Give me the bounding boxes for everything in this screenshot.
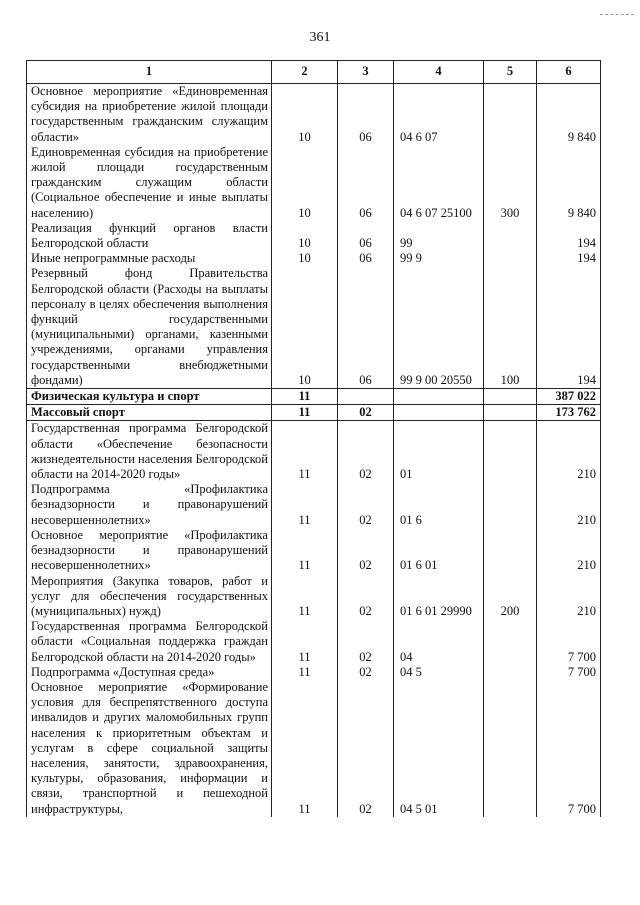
row-section: 10 bbox=[272, 251, 338, 266]
row-amount: 210 bbox=[537, 574, 601, 620]
row-amount: 194 bbox=[537, 251, 601, 266]
table-row bbox=[27, 221, 601, 251]
row-section: 11 bbox=[272, 680, 338, 817]
row-description: Массовый спорт bbox=[27, 405, 272, 421]
row-description: Подпрограмма «Доступная среда» bbox=[27, 665, 272, 680]
row-amount: 210 bbox=[537, 421, 601, 482]
row-expense-type bbox=[484, 405, 537, 421]
table-row bbox=[27, 665, 601, 680]
row-subsection: 06 bbox=[338, 145, 394, 221]
row-section: 11 bbox=[272, 665, 338, 680]
row-subsection: 02 bbox=[338, 680, 394, 817]
row-description: Иные непрограммные расходы bbox=[27, 251, 272, 266]
row-subsection: 02 bbox=[338, 574, 394, 620]
row-section: 10 bbox=[272, 221, 338, 251]
row-subsection: 02 bbox=[338, 665, 394, 680]
row-expense-type bbox=[484, 619, 537, 665]
row-amount: 194 bbox=[537, 266, 601, 388]
table-row bbox=[27, 266, 601, 388]
row-target-article: 99 bbox=[394, 221, 484, 251]
row-section: 11 bbox=[272, 405, 338, 421]
table-row bbox=[27, 421, 601, 482]
header-col-6: 6 bbox=[537, 61, 601, 84]
table-row bbox=[27, 619, 601, 665]
row-section: 10 bbox=[272, 266, 338, 388]
row-target-article bbox=[394, 405, 484, 421]
row-subsection: 02 bbox=[338, 619, 394, 665]
budget-table bbox=[26, 60, 601, 817]
row-section: 11 bbox=[272, 389, 338, 405]
row-target-article: 04 5 01 bbox=[394, 680, 484, 817]
row-target-article: 01 6 01 29990 bbox=[394, 574, 484, 620]
row-section: 10 bbox=[272, 145, 338, 221]
row-description: Физическая культура и спорт bbox=[27, 389, 272, 405]
row-expense-type bbox=[484, 389, 537, 405]
row-description: Государственная программа Белгородской области «Социальная поддержка граждан Белгородской области на 2014-2020 годы» bbox=[27, 619, 272, 665]
row-subsection: 06 bbox=[338, 221, 394, 251]
row-target-article: 01 bbox=[394, 421, 484, 482]
header-col-2: 2 bbox=[272, 61, 338, 84]
row-amount: 210 bbox=[537, 482, 601, 528]
row-expense-type bbox=[484, 221, 537, 251]
row-target-article: 04 bbox=[394, 619, 484, 665]
row-target-article: 04 5 bbox=[394, 665, 484, 680]
row-target-article: 99 9 bbox=[394, 251, 484, 266]
row-expense-type bbox=[484, 482, 537, 528]
header-row bbox=[27, 61, 601, 84]
row-amount: 173 762 bbox=[537, 405, 601, 421]
table-body bbox=[27, 84, 601, 817]
row-subsection: 06 bbox=[338, 84, 394, 145]
row-expense-type: 100 bbox=[484, 266, 537, 388]
row-section: 11 bbox=[272, 528, 338, 574]
row-subsection bbox=[338, 389, 394, 405]
row-amount: 7 700 bbox=[537, 665, 601, 680]
row-amount: 387 022 bbox=[537, 389, 601, 405]
page-number: 361 bbox=[309, 30, 331, 45]
row-amount: 9 840 bbox=[537, 84, 601, 145]
row-description: Резервный фонд Правительства Белгородской области (Расходы на выплаты персоналу в целях обеспечения выполнения функций государственными (муниципальными) органами, казенными учреждениями, органами управления государственными внебюджетными фондами) bbox=[27, 266, 272, 388]
row-amount: 194 bbox=[537, 221, 601, 251]
row-description: Реализация функций органов власти Белгородской области bbox=[27, 221, 272, 251]
row-expense-type bbox=[484, 665, 537, 680]
row-target-article bbox=[394, 389, 484, 405]
row-subsection: 02 bbox=[338, 482, 394, 528]
row-description: Основное мероприятие «Формирование условия для беспрепятственного доступа инвалидов и других маломобильных групп населения к приоритетным объектам и услугам в сфере социальной защиты населения, занятости, здравоохранения, культуры, образования, информации и связи, транспортной и пешеходной инфраструктуры, bbox=[27, 680, 272, 817]
row-target-article: 01 6 01 bbox=[394, 528, 484, 574]
row-subsection: 02 bbox=[338, 405, 394, 421]
row-section: 11 bbox=[272, 619, 338, 665]
row-expense-type: 300 bbox=[484, 145, 537, 221]
row-amount: 7 700 bbox=[537, 619, 601, 665]
table-row bbox=[27, 145, 601, 221]
row-expense-type: 200 bbox=[484, 574, 537, 620]
row-section: 10 bbox=[272, 84, 338, 145]
row-subsection: 02 bbox=[338, 528, 394, 574]
row-target-article: 04 6 07 25100 bbox=[394, 145, 484, 221]
header-col-1: 1 bbox=[27, 61, 272, 84]
row-amount: 210 bbox=[537, 528, 601, 574]
header-col-4: 4 bbox=[394, 61, 484, 84]
table-row bbox=[27, 482, 601, 528]
row-expense-type bbox=[484, 421, 537, 482]
row-subsection: 06 bbox=[338, 266, 394, 388]
row-expense-type bbox=[484, 84, 537, 145]
header-col-5: 5 bbox=[484, 61, 537, 84]
table-row bbox=[27, 528, 601, 574]
table-row bbox=[27, 389, 601, 405]
row-target-article: 01 6 bbox=[394, 482, 484, 528]
header-col-3: 3 bbox=[338, 61, 394, 84]
row-description: Подпрограмма «Профилактика безнадзорности и правонарушений несовершеннолетних» bbox=[27, 482, 272, 528]
row-expense-type bbox=[484, 680, 537, 817]
row-expense-type bbox=[484, 251, 537, 266]
row-description: Единовременная субсидия на приобретение жилой площади государственным гражданским служащим области (Социальное обеспечение и иные выплаты населению) bbox=[27, 145, 272, 221]
row-description: Основное мероприятие «Единовременная субсидия на приобретение жилой площади государственным гражданским служащим области» bbox=[27, 84, 272, 145]
scan-artifact-mark bbox=[600, 14, 634, 16]
table-row bbox=[27, 405, 601, 421]
row-section: 11 bbox=[272, 421, 338, 482]
row-description: Государственная программа Белгородской области «Обеспечение безопасности жизнедеятельности населения Белгородской области на 2014-2020 годы» bbox=[27, 421, 272, 482]
row-subsection: 06 bbox=[338, 251, 394, 266]
budget-table-wrapper bbox=[26, 60, 600, 817]
table-row bbox=[27, 84, 601, 145]
table-row bbox=[27, 574, 601, 620]
row-amount: 7 700 bbox=[537, 680, 601, 817]
row-description: Мероприятия (Закупка товаров, работ и услуг для обеспечения государственных (муниципальных) нужд) bbox=[27, 574, 272, 620]
row-target-article: 04 6 07 bbox=[394, 84, 484, 145]
row-description: Основное мероприятие «Профилактика безнадзорности и правонарушений несовершеннолетних» bbox=[27, 528, 272, 574]
row-target-article: 99 9 00 20550 bbox=[394, 266, 484, 388]
row-section: 11 bbox=[272, 482, 338, 528]
table-row bbox=[27, 680, 601, 817]
row-expense-type bbox=[484, 528, 537, 574]
table-row bbox=[27, 251, 601, 266]
row-section: 11 bbox=[272, 574, 338, 620]
row-amount: 9 840 bbox=[537, 145, 601, 221]
row-subsection: 02 bbox=[338, 421, 394, 482]
